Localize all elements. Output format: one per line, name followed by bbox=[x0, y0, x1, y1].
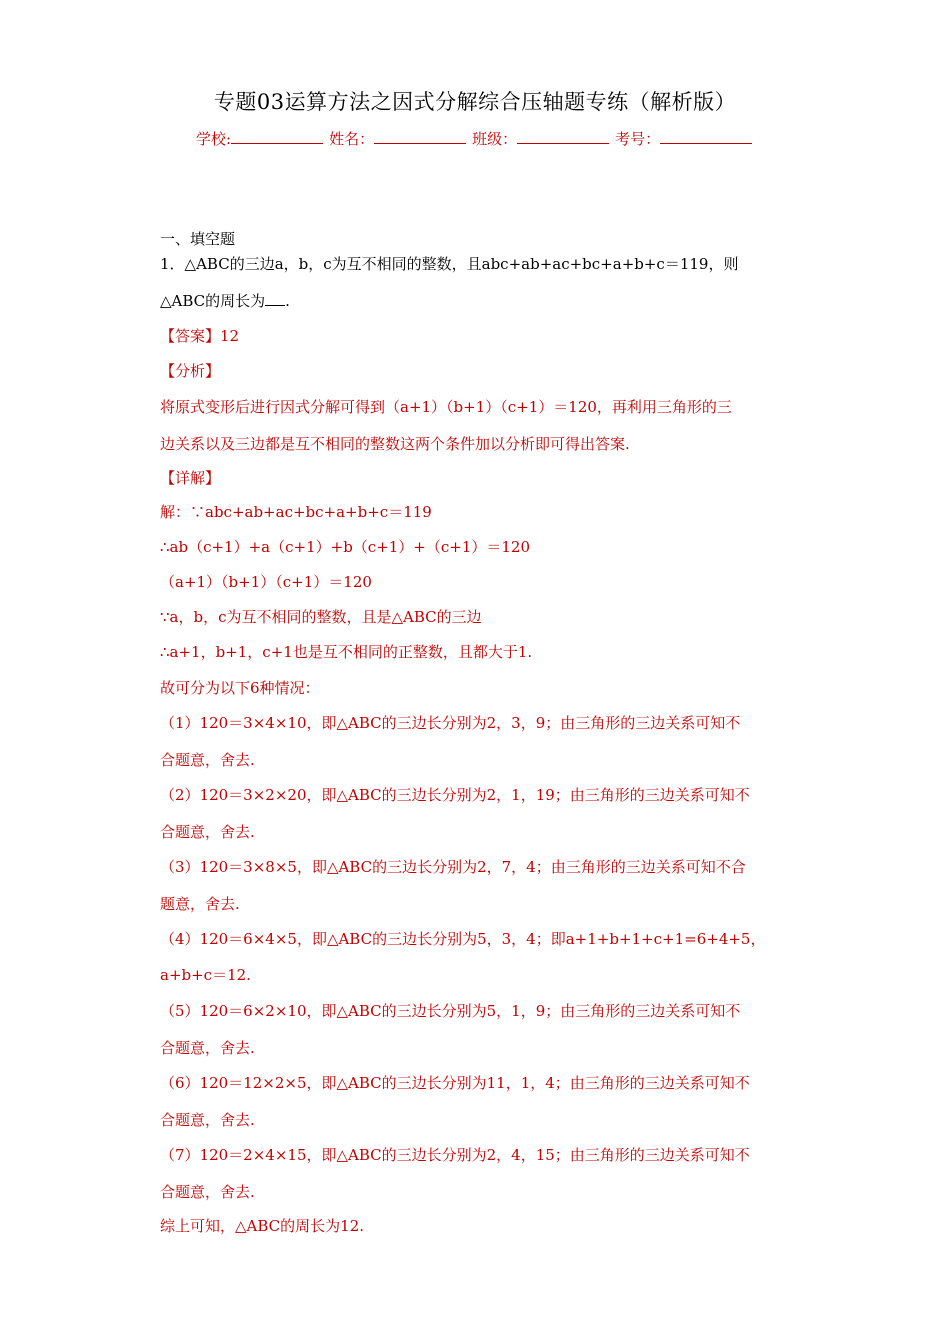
solution-line: 题意，舍去. bbox=[160, 895, 240, 913]
solution-line: （a+1）（b+1）（c+1）＝120 bbox=[160, 573, 372, 591]
number-label: 考号： bbox=[615, 130, 661, 148]
analysis-line: 边关系以及三边都是互不相同的整数这两个条件加以分析即可得出答案. bbox=[160, 435, 630, 453]
school-blank bbox=[231, 129, 323, 144]
school-label: 学校: bbox=[196, 130, 232, 148]
question-line-1: 1．△ABC的三边a，b，c为互不相同的整数，且abc+ab+ac+bc+a+b+c＝119，则 bbox=[160, 255, 739, 273]
solution-line: （1）120＝3×4×10，即△ABC的三边长分别为2，3，9；由三角形的三边关系可知不 bbox=[160, 714, 741, 732]
number-blank bbox=[660, 129, 752, 144]
solution-line: ∴a+1，b+1，c+1也是互不相同的正整数，且都大于1. bbox=[160, 643, 533, 661]
solution-line: 合题意，舍去. bbox=[160, 1183, 255, 1201]
solution-line: ∵a，b，c为互不相同的整数，且是△ABC的三边 bbox=[160, 608, 482, 626]
solution-line: 故可分为以下6种情况： bbox=[160, 679, 320, 697]
solution-line: ∴ab（c+1）+a（c+1）+b（c+1）+（c+1）＝120 bbox=[160, 538, 531, 556]
solution-line: 合题意，舍去. bbox=[160, 1039, 255, 1057]
section-heading: 一、填空题 bbox=[160, 230, 236, 248]
answer-label: 【答案】12 bbox=[160, 327, 240, 345]
solution-line: （4）120＝6×4×5，即△ABC的三边长分别为5，3，4；即a+1+b+1+c+1=6+4+5， bbox=[160, 930, 766, 948]
solution-line: （6）120＝12×2×5，即△ABC的三边长分别为11，1，4；由三角形的三边关系可知不 bbox=[160, 1074, 750, 1092]
solution-line: 合题意，舍去. bbox=[160, 1111, 255, 1129]
name-label: 姓名： bbox=[329, 130, 375, 148]
analysis-label: 【分析】 bbox=[160, 362, 221, 380]
solution-line: 合题意，舍去. bbox=[160, 751, 255, 769]
question-line-2 bbox=[160, 290, 290, 311]
analysis-line: 将原式变形后进行因式分解可得到（a+1）（b+1）（c+1）＝120，再利用三角形的三 bbox=[160, 398, 732, 416]
class-blank bbox=[517, 129, 609, 144]
solution-line: （5）120＝6×2×10，即△ABC的三边长分别为5，1，9；由三角形的三边关系可知不 bbox=[160, 1002, 741, 1020]
student-info-line bbox=[196, 128, 758, 149]
name-blank bbox=[374, 129, 466, 144]
solution-line: （2）120＝3×2×20，即△ABC的三边长分别为2，1，19；由三角形的三边关系可知不 bbox=[160, 786, 750, 804]
solution-line: （7）120＝2×4×15，即△ABC的三边长分别为2，4，15；由三角形的三边关系可知不 bbox=[160, 1146, 750, 1164]
answer-blank bbox=[265, 293, 285, 306]
document-title: 专题03运算方法之因式分解综合压轴题专练（解析版） bbox=[213, 90, 737, 114]
question-line-2-end: . bbox=[285, 292, 290, 310]
solution-line: （3）120＝3×8×5，即△ABC的三边长分别为2，7，4；由三角形的三边关系可知不合 bbox=[160, 858, 746, 876]
class-label: 班级： bbox=[472, 130, 518, 148]
question-line-2-text: △ABC的周长为 bbox=[160, 292, 266, 310]
solution-line: 综上可知，△ABC的周长为12. bbox=[160, 1217, 365, 1235]
solution-line: a+b+c＝12. bbox=[160, 966, 251, 984]
detail-label: 【详解】 bbox=[160, 469, 221, 487]
solution-line: 合题意，舍去. bbox=[160, 823, 255, 841]
solution-line: 解：∵abc+ab+ac+bc+a+b+c＝119 bbox=[160, 503, 432, 521]
